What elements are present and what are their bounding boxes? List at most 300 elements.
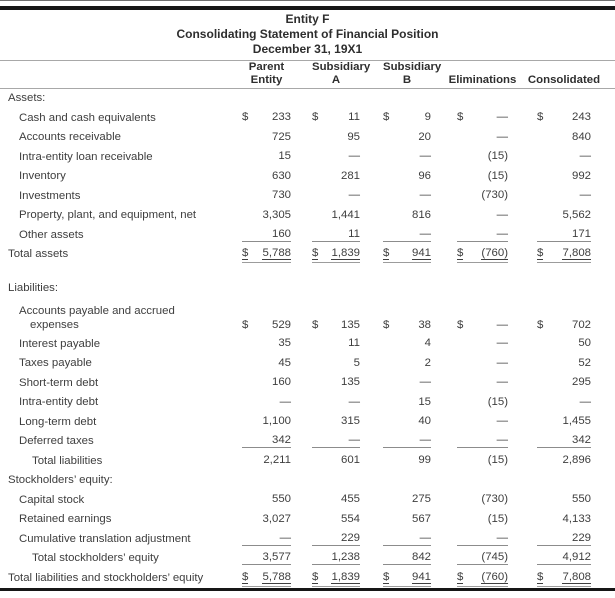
value-cell	[312, 432, 360, 452]
row-label	[0, 490, 242, 510]
value-text: 529	[271, 319, 291, 332]
value-group	[242, 150, 291, 163]
value-cell	[537, 471, 591, 491]
entity-name: Entity F	[285, 12, 330, 26]
value-group	[242, 415, 291, 428]
top-thin-rule	[0, 0, 615, 1]
statement-row	[0, 245, 615, 265]
value-group	[312, 131, 360, 144]
value-text: 3,027	[262, 512, 291, 525]
value-cell	[457, 393, 508, 413]
value-cell	[383, 510, 431, 530]
value-cell	[312, 334, 360, 354]
value-group	[537, 319, 591, 332]
column-header-subsidiary-b: Subsidiary B	[383, 60, 442, 87]
statement-row	[0, 147, 615, 167]
value-text: —	[348, 189, 360, 202]
value-cell	[242, 529, 291, 549]
value-cell	[457, 354, 508, 374]
value-text: —	[279, 395, 291, 408]
value-text: 4	[424, 337, 431, 350]
value-text: 171	[571, 227, 591, 240]
value-cell	[537, 412, 591, 432]
column-header-eliminations: Eliminations	[457, 61, 508, 89]
value-text: 725	[271, 130, 291, 143]
currency-symbol: $	[383, 319, 390, 332]
value-text: 1,455	[562, 415, 591, 428]
row-label	[0, 451, 242, 471]
row-label	[0, 225, 242, 245]
value-group	[457, 247, 508, 261]
value-group	[457, 396, 508, 409]
value-cell	[457, 279, 508, 299]
value-cell	[537, 393, 591, 413]
row-label	[0, 206, 242, 226]
value-cell	[242, 128, 291, 148]
value-cell	[242, 432, 291, 452]
row-label	[0, 298, 242, 334]
value-group	[383, 396, 431, 409]
value-group	[242, 376, 291, 389]
value-text: 4,133	[562, 512, 591, 525]
value-text: 160	[271, 227, 291, 240]
value-group	[383, 415, 431, 428]
value-cell	[242, 167, 291, 187]
value-text: —	[419, 531, 431, 544]
value-text: 2	[424, 356, 431, 369]
value-cell	[457, 108, 508, 128]
value-group	[312, 189, 360, 202]
value-text: 99	[418, 454, 431, 467]
value-text: 2,211	[263, 454, 291, 467]
statement-row	[0, 412, 615, 432]
value-cell	[383, 128, 431, 148]
value-group	[457, 209, 508, 222]
value-text: 730	[271, 189, 291, 202]
row-label-text: Capital stock	[19, 493, 85, 506]
value-group	[312, 415, 360, 428]
row-label-text: Total liabilities and stockholders’ equity	[8, 571, 204, 584]
value-text: —	[496, 434, 508, 447]
currency-symbol: $	[383, 247, 390, 260]
value-group	[537, 247, 591, 261]
bottom-thick-rule	[0, 588, 615, 591]
value-group	[537, 396, 591, 409]
value-cell	[383, 432, 431, 452]
currency-symbol: $	[312, 111, 319, 124]
value-text: 20	[418, 130, 431, 143]
value-group	[383, 571, 431, 585]
currency-symbol: $	[312, 319, 319, 332]
value-cell	[383, 490, 431, 510]
value-cell	[242, 393, 291, 413]
value-group	[312, 319, 360, 332]
value-text: —	[419, 189, 431, 202]
value-text: 35	[278, 337, 291, 350]
value-text: 702	[571, 319, 591, 332]
value-text: 15	[278, 150, 291, 163]
value-group	[312, 111, 360, 124]
value-group	[537, 228, 591, 242]
value-cell	[383, 245, 431, 265]
value-cell	[457, 298, 508, 334]
currency-symbol: $	[242, 570, 249, 583]
value-text: —	[496, 319, 508, 332]
value-group	[537, 189, 591, 202]
value-group	[457, 357, 508, 370]
value-cell	[537, 206, 591, 226]
value-cell	[242, 206, 291, 226]
value-text: —	[496, 337, 508, 350]
value-cell	[537, 490, 591, 510]
value-group	[383, 551, 431, 565]
currency-symbol: $	[383, 111, 390, 124]
value-text: 45	[278, 356, 291, 369]
value-cell	[457, 128, 508, 148]
value-text: 1,100	[262, 415, 291, 428]
value-cell	[537, 451, 591, 471]
value-group	[537, 170, 591, 183]
value-group	[537, 150, 591, 163]
currency-symbol: $	[457, 570, 464, 583]
value-cell	[242, 298, 291, 334]
value-cell	[537, 529, 591, 549]
row-label-text: Total liabilities	[32, 454, 103, 467]
value-cell	[457, 88, 508, 108]
value-text: —	[348, 395, 360, 408]
row-label	[0, 88, 242, 108]
value-cell	[383, 108, 431, 128]
value-cell	[383, 568, 431, 588]
value-text: 11	[348, 227, 360, 240]
statement-row	[0, 373, 615, 393]
currency-symbol: $	[242, 319, 249, 332]
value-text: (730)	[481, 493, 508, 506]
value-text: (760)	[481, 570, 508, 583]
value-cell	[457, 471, 508, 491]
value-cell	[242, 451, 291, 471]
value-text: 3,577	[262, 551, 291, 564]
value-text: 9	[424, 111, 431, 124]
value-group	[537, 454, 591, 467]
statement-row	[0, 432, 615, 452]
statement-row	[0, 225, 615, 245]
value-cell	[537, 225, 591, 245]
row-label-text: Accounts receivable	[19, 131, 121, 144]
value-cell	[312, 393, 360, 413]
value-group	[457, 493, 508, 506]
row-label	[0, 354, 242, 374]
value-group	[537, 209, 591, 222]
value-text: 550	[271, 493, 291, 506]
value-text: 342	[271, 434, 291, 447]
statement-header	[0, 10, 615, 61]
value-cell	[312, 186, 360, 206]
currency-symbol: $	[457, 247, 464, 260]
value-text: —	[419, 434, 431, 447]
value-group	[383, 532, 431, 546]
value-group	[242, 228, 291, 242]
row-label	[0, 186, 242, 206]
statement-row	[0, 490, 615, 510]
value-text: 295	[571, 376, 591, 389]
value-cell	[457, 568, 508, 588]
value-group	[312, 532, 360, 546]
value-group	[457, 150, 508, 163]
value-text: 135	[340, 319, 360, 332]
value-cell	[383, 298, 431, 334]
value-cell	[457, 206, 508, 226]
value-cell	[383, 549, 431, 569]
value-text: 160	[271, 376, 291, 389]
statement-row	[0, 167, 615, 187]
value-group	[383, 189, 431, 202]
value-cell	[312, 245, 360, 265]
value-group	[457, 376, 508, 389]
row-label-text: Taxes payable	[19, 357, 92, 370]
row-label	[0, 471, 242, 491]
row-label-text: Cumulative translation adjustment	[19, 532, 191, 545]
value-cell	[537, 147, 591, 167]
value-text: —	[348, 150, 360, 163]
value-cell	[383, 88, 431, 108]
value-cell	[312, 206, 360, 226]
value-cell	[242, 225, 291, 245]
label-column-header	[0, 61, 242, 89]
value-group	[242, 247, 291, 261]
value-cell	[312, 412, 360, 432]
value-group	[457, 319, 508, 332]
value-group	[537, 415, 591, 428]
value-text: 315	[340, 415, 360, 428]
value-group	[383, 434, 431, 448]
value-text: 40	[418, 415, 431, 428]
statement-row	[0, 568, 615, 588]
currency-symbol: $	[242, 111, 249, 124]
value-text: 567	[411, 512, 431, 525]
value-text: 941	[411, 570, 431, 583]
currency-symbol: $	[537, 111, 544, 124]
statement-row	[0, 549, 615, 569]
currency-symbol: $	[383, 570, 390, 583]
value-cell	[312, 451, 360, 471]
value-cell	[242, 471, 291, 491]
value-cell	[242, 245, 291, 265]
value-text: 842	[411, 551, 431, 564]
value-group	[383, 111, 431, 124]
value-group	[312, 228, 360, 242]
value-group	[312, 150, 360, 163]
value-cell	[383, 334, 431, 354]
value-group	[312, 247, 360, 261]
row-label-text: Intra-entity loan receivable	[19, 150, 153, 163]
value-group	[242, 131, 291, 144]
value-text: 229	[340, 531, 360, 544]
value-text: 5,562	[562, 208, 591, 221]
row-label	[0, 412, 242, 432]
value-cell	[312, 225, 360, 245]
value-text: 941	[411, 247, 431, 260]
row-label-text: Other assets	[19, 228, 84, 241]
value-cell	[537, 354, 591, 374]
value-cell	[537, 279, 591, 299]
value-text: —	[496, 415, 508, 428]
value-group	[312, 551, 360, 565]
value-group	[242, 571, 291, 585]
value-group	[312, 454, 360, 467]
value-cell	[242, 279, 291, 299]
value-text: 1,839	[331, 570, 360, 583]
value-cell	[537, 510, 591, 530]
value-group	[242, 396, 291, 409]
value-group	[242, 434, 291, 448]
column-header-parent-entity: Parent Entity	[242, 61, 291, 89]
value-cell	[457, 186, 508, 206]
value-cell	[383, 206, 431, 226]
value-group	[383, 131, 431, 144]
value-cell	[457, 412, 508, 432]
value-group	[312, 209, 360, 222]
value-group	[242, 189, 291, 202]
value-text: —	[419, 376, 431, 389]
value-cell	[457, 510, 508, 530]
spacer-row	[0, 264, 615, 279]
value-group	[457, 189, 508, 202]
value-text: 11	[348, 337, 360, 350]
consolidating-statement-table	[0, 61, 615, 588]
value-text: (760)	[481, 247, 508, 260]
value-cell	[537, 108, 591, 128]
value-cell	[312, 167, 360, 187]
section-header-row	[0, 471, 615, 491]
row-label-text: Deferred taxes	[19, 435, 94, 448]
row-label	[0, 510, 242, 530]
value-cell	[457, 432, 508, 452]
statement-row	[0, 206, 615, 226]
section-header-row	[0, 279, 615, 299]
row-label-text: Accounts payable and accrued	[19, 305, 175, 318]
statement-row	[0, 510, 615, 530]
value-cell	[537, 298, 591, 334]
value-group	[537, 111, 591, 124]
value-cell	[383, 186, 431, 206]
statement-row	[0, 128, 615, 148]
value-cell	[312, 490, 360, 510]
value-group	[537, 493, 591, 506]
value-text: —	[496, 208, 508, 221]
value-cell	[312, 108, 360, 128]
value-cell	[312, 529, 360, 549]
value-cell	[242, 147, 291, 167]
value-group	[537, 376, 591, 389]
value-group	[457, 337, 508, 350]
row-label-text: Short-term debt	[19, 376, 99, 389]
value-cell	[383, 354, 431, 374]
statement-row	[0, 334, 615, 354]
value-text: —	[579, 395, 591, 408]
value-group	[457, 454, 508, 467]
value-group	[537, 337, 591, 350]
value-group	[537, 434, 591, 448]
row-label-text-line2: expenses	[30, 319, 79, 332]
value-text: 601	[340, 454, 360, 467]
value-text: 455	[340, 493, 360, 506]
value-group	[383, 337, 431, 350]
value-cell	[457, 334, 508, 354]
row-label-text: Long-term debt	[19, 415, 97, 428]
value-text: —	[419, 227, 431, 240]
value-text: 38	[418, 319, 431, 332]
value-cell	[457, 245, 508, 265]
row-label	[0, 334, 242, 354]
value-cell	[242, 549, 291, 569]
row-label-text: Retained earnings	[19, 513, 112, 526]
value-text: 243	[571, 111, 591, 124]
statement-row	[0, 186, 615, 206]
value-group	[242, 551, 291, 565]
value-text: 992	[571, 169, 591, 182]
value-text: (730)	[481, 189, 508, 202]
value-group	[312, 357, 360, 370]
value-group	[312, 434, 360, 448]
row-label-text: Investments	[19, 189, 81, 202]
value-text: 554	[340, 512, 360, 525]
value-cell	[242, 334, 291, 354]
value-group	[312, 376, 360, 389]
value-cell	[242, 412, 291, 432]
value-group	[457, 111, 508, 124]
value-cell	[383, 393, 431, 413]
value-cell	[457, 225, 508, 245]
statement-row	[0, 354, 615, 374]
value-cell	[457, 373, 508, 393]
value-group	[537, 551, 591, 565]
value-text: —	[496, 111, 508, 124]
row-label-text: Total assets	[8, 248, 69, 261]
row-label	[0, 393, 242, 413]
statement-row	[0, 451, 615, 471]
column-header-subsidiary-a: Subsidiary A	[312, 60, 371, 87]
currency-symbol: $	[312, 247, 319, 260]
row-label	[0, 549, 242, 569]
statement-row	[0, 108, 615, 128]
value-cell	[457, 529, 508, 549]
value-cell	[537, 432, 591, 452]
value-group	[457, 131, 508, 144]
column-header-row	[0, 61, 615, 89]
value-group	[312, 396, 360, 409]
currency-symbol: $	[242, 247, 249, 260]
value-group	[537, 532, 591, 546]
row-label	[0, 373, 242, 393]
value-group	[242, 357, 291, 370]
statement-row	[0, 529, 615, 549]
value-group	[312, 571, 360, 585]
value-cell	[383, 147, 431, 167]
value-cell	[312, 354, 360, 374]
currency-symbol: $	[457, 111, 464, 124]
value-cell	[312, 128, 360, 148]
value-text: (15)	[487, 454, 508, 467]
value-text: 550	[571, 493, 591, 506]
row-label-text: Assets:	[8, 92, 46, 105]
value-text: —	[348, 434, 360, 447]
value-group	[383, 493, 431, 506]
value-text: (15)	[487, 169, 508, 182]
value-group	[383, 454, 431, 467]
value-cell	[457, 549, 508, 569]
value-text: 816	[411, 208, 431, 221]
